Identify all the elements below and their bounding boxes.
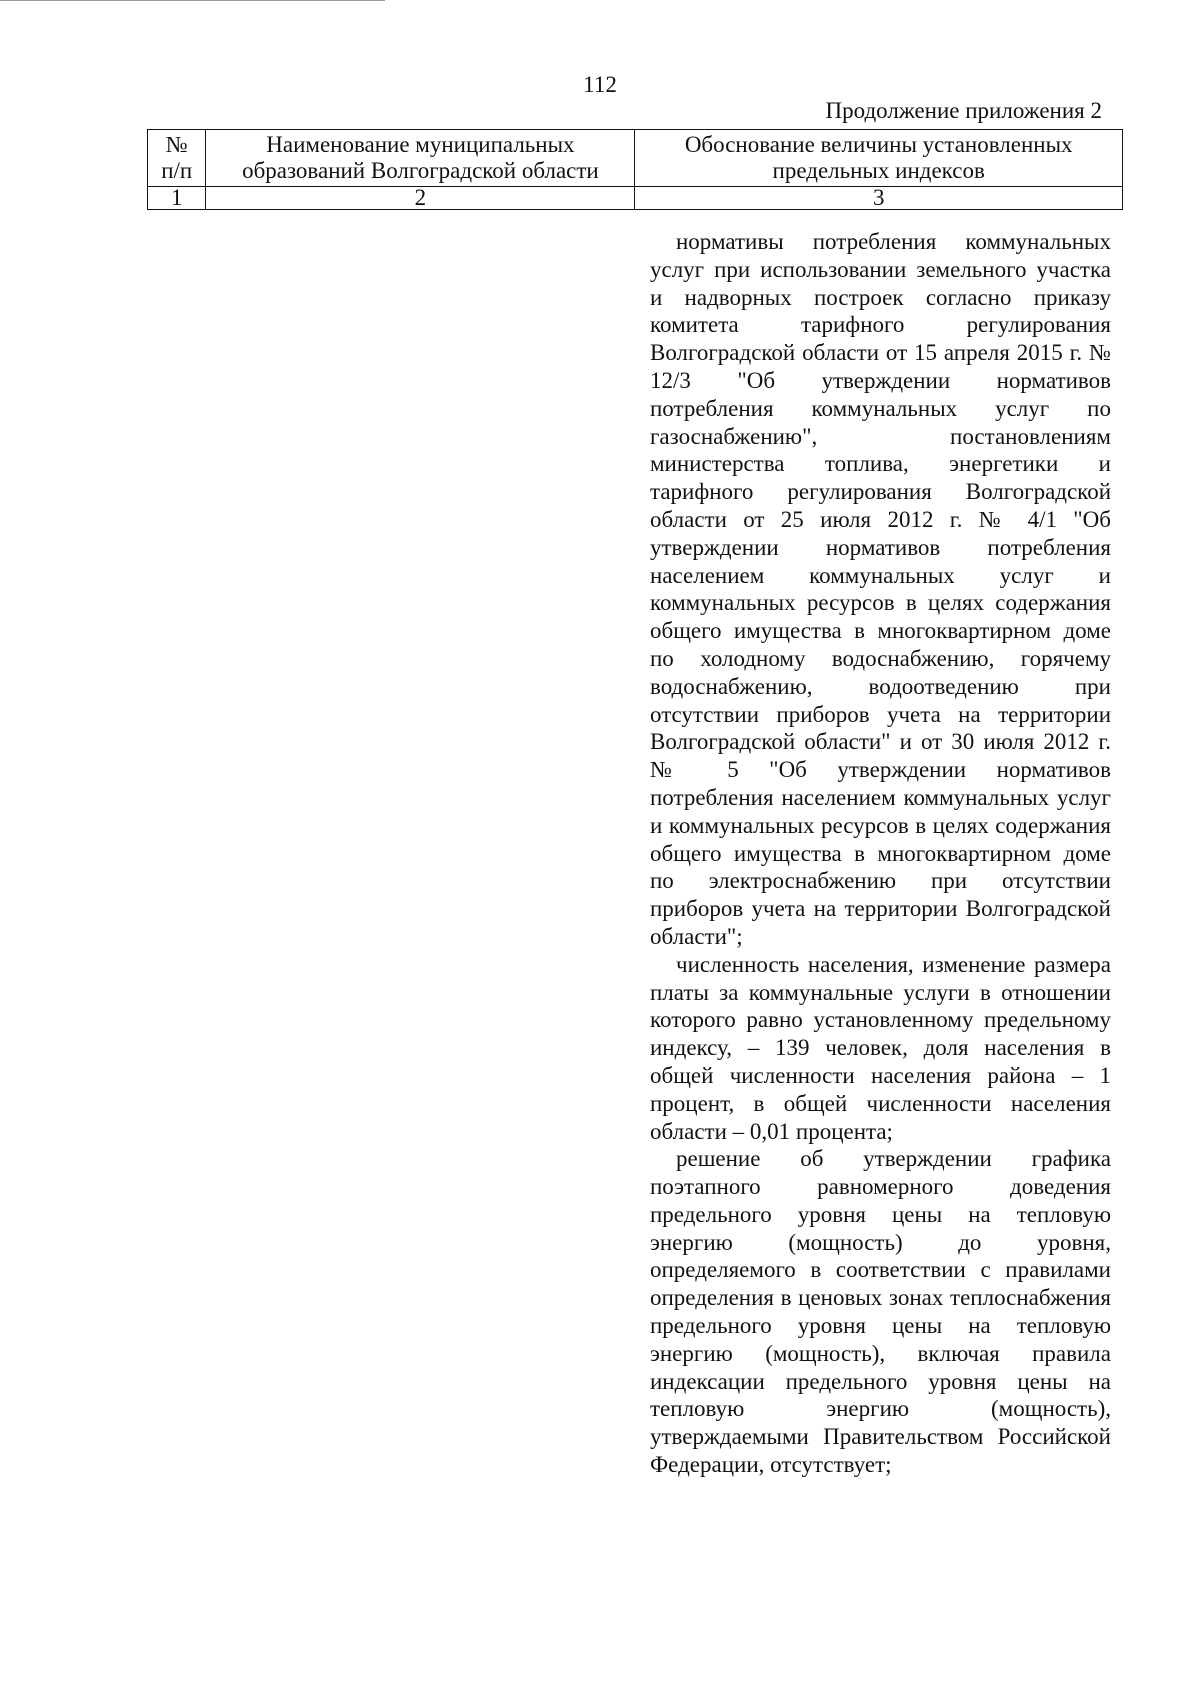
paragraph-population: численность населения, изменение размера платы за коммунальные услуги в отношении которого равно установленному предельному индексу, – 139 человек, доля населения в общей численности населения района – 1 процент, в общей численности населения области – 0,01 процента;	[650, 951, 1111, 1144]
continuation-note: Продолжение приложения 2	[825, 98, 1102, 123]
header-municipality-line2: образований Волгоградской области	[242, 158, 599, 183]
header-municipality-line1: Наименование муниципальных	[266, 132, 575, 157]
header-row	[148, 130, 1123, 187]
header-justification-line1: Обоснование величины установленных	[684, 132, 1073, 157]
column-number-2: 2	[206, 187, 635, 210]
header-table	[147, 129, 1123, 210]
paragraph-decision: решение об утверждении графика поэтапного равномерного доведения предельного уровня цены на тепловую энергию (мощность) до уровня, определяемого в соответствии с правилами определения в ценовых зонах теплоснабжения предельного уровня цены на тепловую энергию (мощность), включая правила индексации предельного уровня цены на тепловую энергию (мощность), утверждаемыми Правительством Российской Федерации, отсутствует;	[650, 1146, 1111, 1478]
header-number-line1: №	[165, 132, 188, 157]
column-number-3: 3	[635, 187, 1123, 210]
scan-edge-line	[0, 0, 385, 1]
header-cell-number	[148, 130, 206, 187]
header-cell-justification	[635, 130, 1123, 187]
column-number-row	[148, 187, 1123, 210]
header-justification-line2: предельных индексов	[772, 158, 985, 183]
justification-text	[650, 228, 1111, 1479]
header-number-line2: п/п	[161, 158, 193, 183]
paragraph-norms: нормативы потребления коммунальных услуг при использовании земельного участка и надворных построек согласно приказу комитета тарифного регулирования Волгоградской области от 15 апреля 2015 г. № 12/3 "Об утверждении нормативов потребления коммунальных услуг по газоснабжению", постановлениям министерства топлива, энергетики и тарифного регулирования Волгоградской области от 25 июля 2012 г. № 4/1 "Об утверждении нормативов потребления населением коммунальных услуг и коммунальных ресурсов в целях содержания общего имущества в многоквартирном доме по холодному водоснабжению, горячему водоснабжению, водоотведению при отсутствии приборов учета на территории Волгоградской области" и от 30 июля 2012 г. № 5 "Об утверждении нормативов потребления населением коммунальных услуг и коммунальных ресурсов в целях содержания общего имущества в многоквартирном доме по электроснабжению при отсутствии приборов учета на территории Волгоградской области";	[650, 229, 1111, 949]
header-cell-municipality	[206, 130, 635, 187]
page-number: 112	[583, 72, 617, 97]
column-number-1: 1	[148, 187, 206, 210]
